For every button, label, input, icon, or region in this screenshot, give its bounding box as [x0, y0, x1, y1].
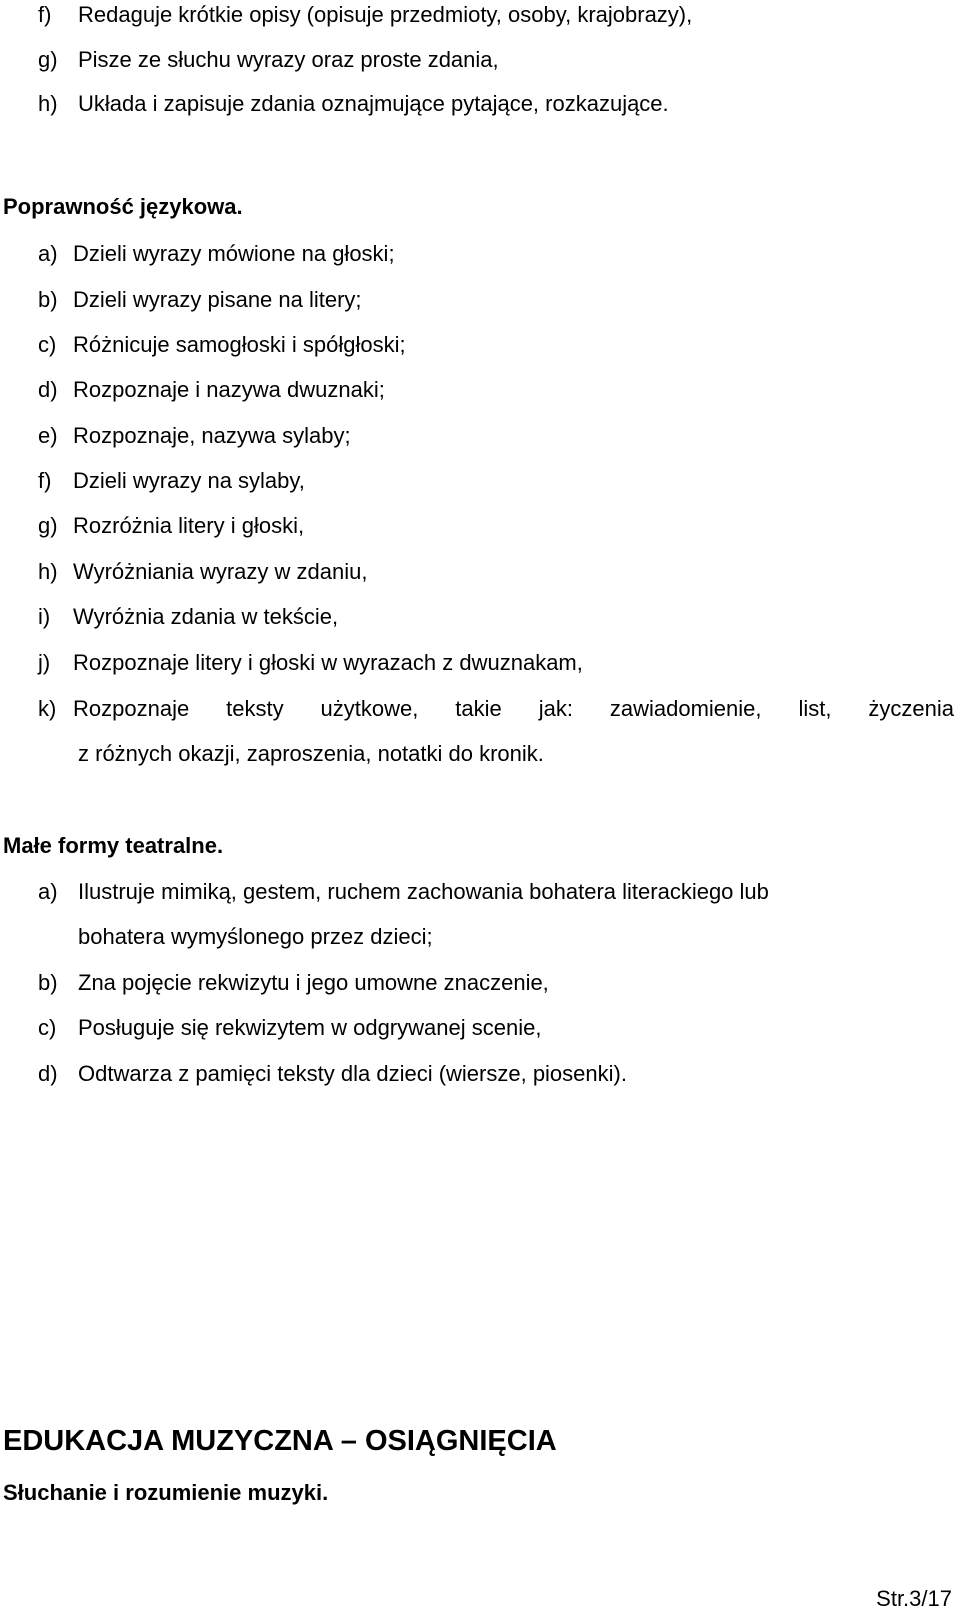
list-item-text: Rozróżnia litery i głoski,	[73, 513, 305, 538]
list-item-text: Rozpoznaje teksty użytkowe, takie jak: zawiadomienie, list, życzenia	[73, 696, 954, 721]
list-item-label: i)	[38, 604, 51, 629]
list-item-text: Zna pojęcie rekwizytu i jego umowne znaczenie,	[78, 970, 549, 995]
list-item-label: g)	[38, 513, 58, 538]
list-item-label: d)	[38, 1061, 58, 1086]
list-item-label: b)	[38, 287, 58, 312]
list-item-label: j)	[38, 650, 51, 675]
list-item-label: a)	[38, 879, 58, 904]
list-item-label: h)	[38, 559, 58, 584]
list-item-text: Układa i zapisuje zdania oznajmujące pytające, rozkazujące.	[78, 91, 669, 116]
list-item-label: h)	[38, 91, 58, 116]
page-number: Str.3/17	[876, 1586, 952, 1611]
list-item-label: e)	[38, 423, 58, 448]
list-item-label: k)	[38, 696, 57, 721]
list-item-text: bohatera wymyślonego przez dzieci;	[78, 924, 433, 949]
list-item-text: Różnicuje samogłoski i spółgłoski;	[73, 332, 406, 357]
list-item-text: Dzieli wyrazy mówione na głoski;	[73, 241, 395, 266]
list-item-text: Rozpoznaje i nazywa dwuznaki;	[73, 377, 385, 402]
list-item-text: Dzieli wyrazy na sylaby,	[73, 468, 305, 493]
list-item-text: Wyróżniania wyrazy w zdaniu,	[73, 559, 368, 584]
list-item-text: Odtwarza z pamięci teksty dla dzieci (wiersze, piosenki).	[78, 1061, 627, 1086]
list-item-text: Pisze ze słuchu wyrazy oraz proste zdania,	[78, 47, 499, 72]
list-item-text: Wyróżnia zdania w tekście,	[73, 604, 339, 629]
list-item-label: g)	[38, 47, 58, 72]
list-item-text: Ilustruje mimiką, gestem, ruchem zachowania bohatera literackiego lub	[78, 879, 769, 904]
list-item-text: z różnych okazji, zaproszenia, notatki do kronik.	[78, 741, 544, 766]
list-item-text: Dzieli wyrazy pisane na litery;	[73, 287, 362, 312]
section-subheading-sluchanie: Słuchanie i rozumienie muzyki.	[3, 1480, 329, 1505]
list-item-label: f)	[38, 2, 52, 27]
section-heading-male-formy: Małe formy teatralne.	[3, 833, 224, 858]
list-item-label: d)	[38, 377, 58, 402]
section-title-edukacja-muzyczna: EDUKACJA MUZYCZNA – OSIĄGNIĘCIA	[3, 1425, 557, 1457]
list-item-label: c)	[38, 1015, 57, 1040]
section-heading-poprawnosc: Poprawność językowa.	[3, 194, 243, 219]
list-item-text: Rozpoznaje, nazywa sylaby;	[73, 423, 351, 448]
list-item-label: f)	[38, 468, 52, 493]
list-item-text: Redaguje krótkie opisy (opisuje przedmioty, osoby, krajobrazy),	[78, 2, 693, 27]
list-item-label: a)	[38, 241, 58, 266]
list-item-text: Rozpoznaje litery i głoski w wyrazach z dwuznakam,	[73, 650, 583, 675]
list-item-label: b)	[38, 970, 58, 995]
list-item-label: c)	[38, 332, 57, 357]
list-item-text: Posługuje się rekwizytem w odgrywanej scenie,	[78, 1015, 542, 1040]
